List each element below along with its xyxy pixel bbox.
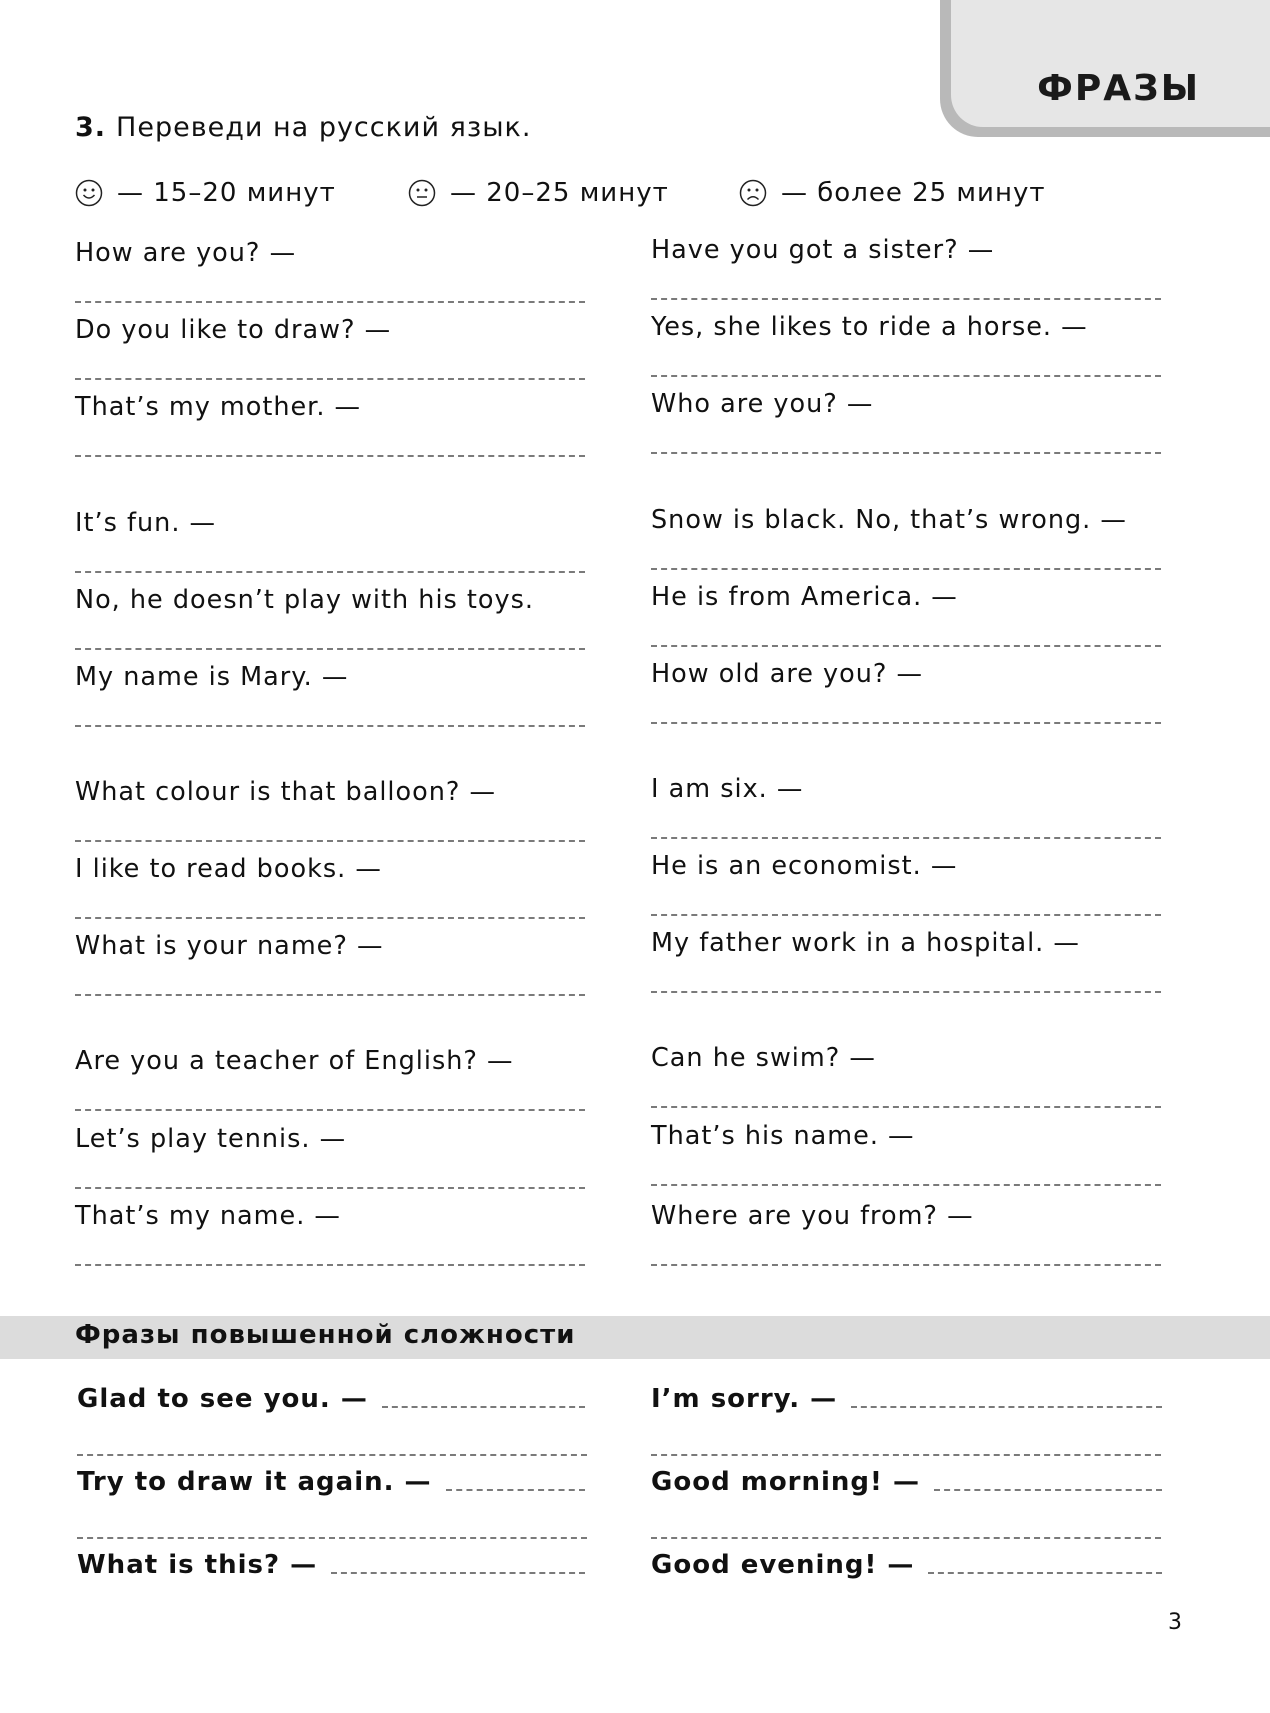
- answer-line[interactable]: [651, 1184, 1161, 1186]
- timing-text-3: — более 25 минут: [781, 178, 1046, 208]
- answer-line[interactable]: [382, 1406, 585, 1408]
- phrase-text: Who are you? —: [651, 389, 874, 419]
- phrase-text: No, he doesn’t play with his toys.: [75, 585, 534, 615]
- timing-item-2: [408, 178, 669, 208]
- phrase-item: [651, 659, 1171, 689]
- phrase-text: He is from America. —: [651, 582, 958, 612]
- answer-line[interactable]: [75, 648, 585, 650]
- answer-line[interactable]: [75, 571, 585, 573]
- answer-line[interactable]: [75, 994, 585, 996]
- phrase-text: How old are you? —: [651, 659, 924, 689]
- advanced-phrase: What is this? —: [77, 1550, 318, 1580]
- phrase-item: [651, 582, 1171, 612]
- advanced-phrase: Good evening! —: [651, 1550, 915, 1580]
- phrase-text: Do you like to draw? —: [75, 315, 392, 345]
- advanced-item: [651, 1467, 1162, 1497]
- phrase-text: It’s fun. —: [75, 508, 217, 538]
- phrase-text: What colour is that balloon? —: [75, 777, 497, 807]
- answer-line[interactable]: [651, 837, 1161, 839]
- phrase-item: [651, 235, 1171, 265]
- advanced-phrase: I’m sorry. —: [651, 1384, 838, 1414]
- advanced-phrase: Try to draw it again. —: [77, 1467, 432, 1497]
- phrase-text: Have you got a sister? —: [651, 235, 995, 265]
- phrase-item: [75, 777, 595, 807]
- advanced-section-title: Фразы повышенной сложности: [75, 1320, 576, 1350]
- phrase-item: [75, 238, 595, 268]
- section-label: ФРАЗЫ: [1037, 68, 1200, 109]
- neutral-face-icon: [408, 179, 436, 207]
- phrase-text: I like to read books. —: [75, 854, 382, 884]
- page-number: 3: [1168, 1610, 1182, 1635]
- advanced-item: [77, 1550, 585, 1580]
- advanced-item: [77, 1467, 585, 1497]
- phrase-text: My name is Mary. —: [75, 662, 349, 692]
- answer-line[interactable]: [651, 568, 1161, 570]
- phrase-text: Where are you from? —: [651, 1201, 974, 1231]
- task-number: 3.: [75, 112, 107, 143]
- answer-line[interactable]: [75, 455, 585, 457]
- task-text: Переведи на русский язык.: [116, 112, 532, 143]
- phrase-item: [75, 1201, 595, 1231]
- phrase-text: Are you a teacher of English? —: [75, 1046, 514, 1076]
- answer-line[interactable]: [934, 1489, 1162, 1491]
- advanced-phrase: Good morning! —: [651, 1467, 920, 1497]
- phrase-item: [651, 928, 1171, 958]
- phrase-text: My father work in a hospital. —: [651, 928, 1080, 958]
- answer-line[interactable]: [331, 1572, 585, 1574]
- answer-line[interactable]: [651, 914, 1161, 916]
- advanced-item: [77, 1384, 585, 1414]
- answer-line[interactable]: [851, 1406, 1162, 1408]
- advanced-phrase: Glad to see you. —: [77, 1384, 368, 1414]
- answer-line[interactable]: [651, 645, 1161, 647]
- answer-line[interactable]: [651, 1106, 1161, 1108]
- answer-line[interactable]: [651, 1454, 1161, 1456]
- answer-line[interactable]: [75, 301, 585, 303]
- answer-line[interactable]: [75, 1264, 585, 1266]
- timing-text-1: — 15–20 минут: [117, 178, 336, 208]
- phrase-item: [651, 1201, 1171, 1231]
- answer-line[interactable]: [651, 375, 1161, 377]
- task-instruction: [75, 112, 531, 143]
- phrase-text: Yes, she likes to ride a horse. —: [651, 312, 1088, 342]
- phrase-item: [651, 851, 1171, 881]
- timing-item-1: [75, 178, 336, 208]
- phrase-item: [651, 312, 1171, 342]
- timing-item-3: [739, 178, 1045, 208]
- smile-face-icon: [75, 179, 103, 207]
- answer-line[interactable]: [651, 1537, 1161, 1539]
- phrase-item: [75, 1124, 595, 1154]
- phrase-item: [651, 1121, 1171, 1151]
- phrase-text: What is your name? —: [75, 931, 384, 961]
- answer-line[interactable]: [651, 452, 1161, 454]
- answer-line[interactable]: [75, 840, 585, 842]
- phrase-item: [75, 585, 595, 615]
- sad-face-icon: [739, 179, 767, 207]
- phrase-item: [75, 931, 595, 961]
- phrase-item: [651, 774, 1171, 804]
- answer-line[interactable]: [651, 722, 1161, 724]
- phrase-text: That’s my mother. —: [75, 392, 362, 422]
- answer-line[interactable]: [446, 1489, 585, 1491]
- phrase-text: Snow is black. No, that’s wrong. —: [651, 505, 1127, 535]
- answer-line[interactable]: [651, 298, 1161, 300]
- advanced-item: [651, 1550, 1162, 1580]
- answer-line[interactable]: [75, 378, 585, 380]
- phrase-item: [651, 505, 1171, 535]
- answer-line[interactable]: [75, 917, 585, 919]
- phrase-text: I am six. —: [651, 774, 804, 804]
- timing-text-2: — 20–25 минут: [450, 178, 669, 208]
- phrase-text: That’s my name. —: [75, 1201, 341, 1231]
- phrase-item: [75, 662, 595, 692]
- phrase-text: He is an economist. —: [651, 851, 958, 881]
- phrase-item: [75, 392, 595, 422]
- phrase-text: That’s his name. —: [651, 1121, 915, 1151]
- phrase-text: How are you? —: [75, 238, 297, 268]
- answer-line[interactable]: [651, 991, 1161, 993]
- advanced-item: [651, 1384, 1162, 1414]
- answer-line[interactable]: [651, 1264, 1161, 1266]
- answer-line[interactable]: [75, 1109, 585, 1111]
- answer-line[interactable]: [75, 1187, 585, 1189]
- phrase-item: [651, 389, 1171, 419]
- phrase-item: [75, 1046, 595, 1076]
- answer-line[interactable]: [75, 725, 585, 727]
- phrase-item: [75, 315, 595, 345]
- phrase-text: Let’s play tennis. —: [75, 1124, 347, 1154]
- phrase-text: Can he swim? —: [651, 1043, 876, 1073]
- phrase-item: [651, 1043, 1171, 1073]
- answer-line[interactable]: [928, 1572, 1162, 1574]
- phrase-item: [75, 854, 595, 884]
- answer-line[interactable]: [77, 1537, 587, 1539]
- phrase-item: [75, 508, 595, 538]
- answer-line[interactable]: [77, 1454, 587, 1456]
